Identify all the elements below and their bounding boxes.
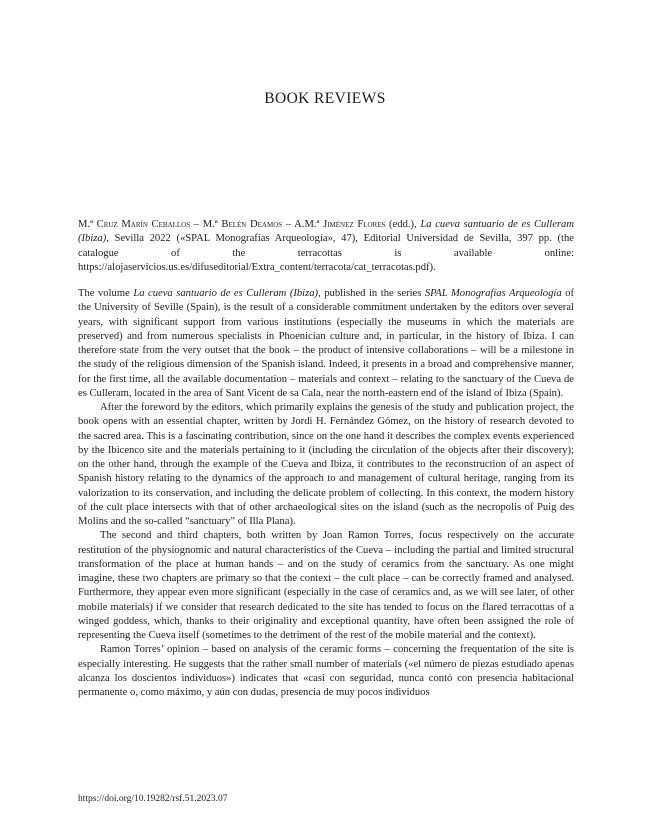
paragraph-1-series-title: SPAL Monografías Arqueología: [424, 288, 562, 299]
paragraph-1-book-title: La cueva santuario de es Culleram (Ibiza),: [133, 288, 321, 299]
paragraph-1: [78, 287, 574, 401]
citation-editor-note: (edd.),: [385, 219, 421, 230]
review-text: [78, 287, 574, 700]
book-citation: [78, 218, 574, 275]
paragraph-1-text-a: The volume: [78, 288, 134, 299]
review-body: [78, 218, 574, 700]
paragraph-2: After the foreword by the editors, which primarily explains the genesis of the study and publication project, the book opens with an essential chapter, written by Jordi H. Fernández Gómez, on the history of research devoted to the sacred area. This is a fascinating contribution, since on the one hand it describes the complex events experienced by the Ibicenco site and the materials pertaining to it (including the circulation of the objects after their discovery); on the other hand, through the example of the Cueva and Ibiza, it contributes to the reconstruction of an aspect of Spanish history relating to the dynamics of the approach to and management of cultural heritage, ranging from its valorization to its conservation, and including the delicate problem of collecting. In this context, the modern history of the cult place intersects with that of other archaeological sites on the island (such as the necropolis of Puig des Molins and the so-called “sanctuary” of Illa Plana).: [78, 402, 574, 527]
citation-authors: M.ª Cruz Marín Ceballos – M.ª Belén Deamos – A.M.ª Jiménez Flores: [78, 219, 386, 230]
paragraph-4: Ramon Torres’ opinion – based on analysis of the ceramic forms – concerning the frequentation of the site is especially interesting. He suggests that the rather small number of materials («el número de piezas estudiado apenas alcanza los doscientos individuos») indicates that «casi con seguridad, nunca contó con presencia habitacional permanente o, como máximo, y aún con dudas, presencia de muy pocos individuos: [78, 644, 574, 698]
doi-footer: https://doi.org/10.19282/rsf.51.2023.07: [78, 794, 228, 804]
citation-details: , Sevilla 2022 («SPAL Monografías Arqueología», 47), Editorial Universidad de Sevilla, 397 pp. (the catalogue of the terracottas is available online: https://alojaservicios.us.es/difuseditorial/Extra_content/terracota/cat_terracotas.pdf).: [78, 233, 574, 273]
paragraph-1-text-b: published in the series: [320, 288, 425, 299]
page-header: BOOK REVIEWS: [264, 90, 386, 107]
paragraph-1-text-c: of the University of Seville (Spain), is the result of a considerable commitment undertaken by the editors over several years, with significant support from various institutions (especially the museums in which the materials are preserved) and from numerous specialists in Phoenician culture and, in particular, in the history of Ibiza. I can therefore state from the very outset that the book – the product of intensive collaborations – will be a milestone in the study of the religious dimension of the Spanish island. Indeed, it presents in a broad and comprehensive manner, for the first time, all the available documentation – materials and context – relating to the sanctuary of the Cueva de es Culleram, located in the area of Sant Vicent de sa Cala, near the north-eastern end of the island of Ibiza (Spain).: [78, 288, 574, 399]
paragraph-3: The second and third chapters, both written by Joan Ramon Torres, focus respectively on the accurate restitution of the physiognomic and natural characteristics of the Cueva – including the partial and limited structural transformation of the place at human hands – and on the study of ceramics from the sanctuary. As one might imagine, these two chapters are primary so that the context – the cult place – can be correctly framed and analysed. Furthermore, they appear even more significant (especially in the case of ceramics and, as we will see later, of other mobile materials) if we consider that research dedicated to the site has tended to focus on the flared terracottas of a winged goddess, which, thanks to their originality and exceptional quantity, have often been assigned the role of representing the Cueva itself (sometimes to the detriment of the rest of the mobile material and the context).: [78, 530, 574, 641]
citation-book-title: La cueva santuario de es Culleram (Ibiza): [78, 219, 574, 245]
